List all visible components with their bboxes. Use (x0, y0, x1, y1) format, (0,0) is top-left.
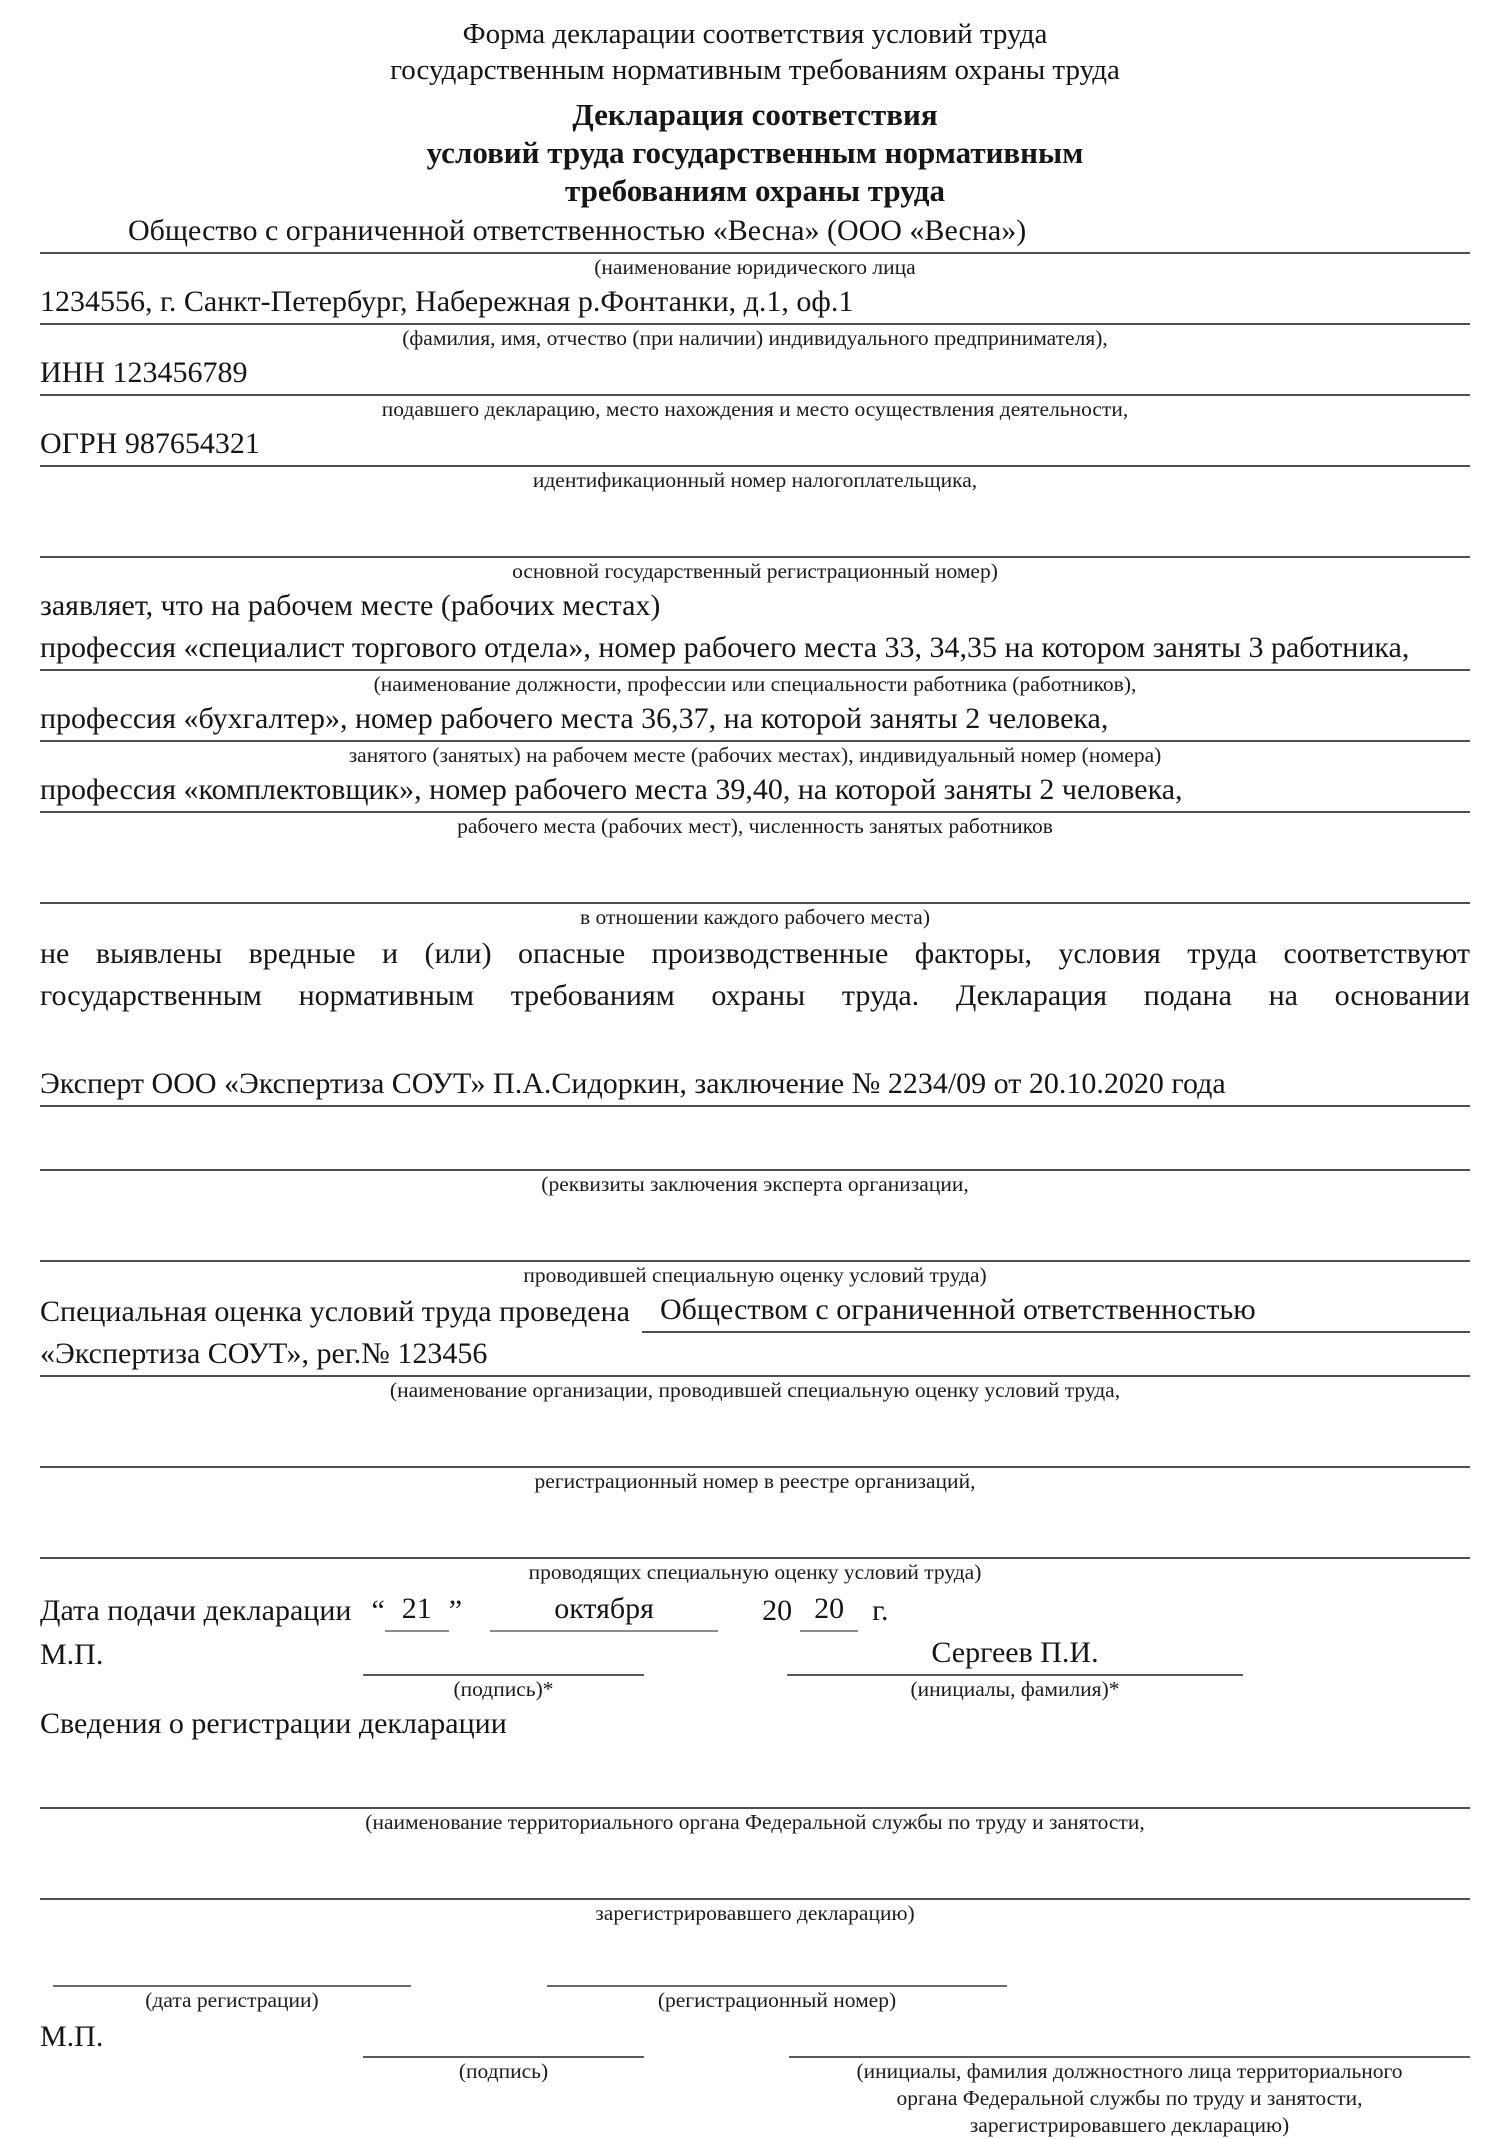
registration-date-number-hints (40, 1987, 1470, 2014)
declarant-address-hint: (фамилия, имя, отчество (при наличии) индивидуального предпринимателя), (402, 326, 1108, 350)
submission-signature-hints (40, 1676, 1470, 1703)
submission-year-field: 20 (800, 1588, 858, 1632)
spacer (40, 1927, 1470, 1945)
empty-field-workplace-4 (40, 840, 1470, 904)
registration-number-hint: (регистрационный номер) (657, 1988, 897, 2012)
workplace-row-2-hint: занятого (занятых) на рабочем месте (рабочих местах), индивидуальный номер (номера) (348, 743, 1162, 767)
workplace-row-4-hint: в отношении каждого рабочего места) (579, 905, 931, 929)
expert-conclusion-field: Эксперт ООО «Экспертиза СОУТ» П.А.Сидоркин, заключение № 2234/09 от 20.10.2020 года (40, 1063, 1470, 1107)
registration-signature-field (363, 2014, 644, 2058)
expert-hint-1: (реквизиты заключения эксперта организации, (541, 1172, 969, 1196)
sout-organization-field: Обществом с ограниченной ответственностью (642, 1289, 1470, 1333)
workplace-row-1-field: профессия «специалист торгового отдела», номер рабочего места 33, 34,35 на котором заняты 3 работника, (40, 627, 1470, 671)
workplace-row-2-field: профессия «бухгалтер», номер рабочего места 36,37, на которой заняты 2 человека, (40, 698, 1470, 742)
submission-name-hint: (инициалы, фамилия)* (910, 1677, 1120, 1701)
declarant-inn-field: ИНН 123456789 (40, 352, 1470, 396)
empty-field-expert-2 (40, 1198, 1470, 1262)
sout-hint-3: проводящих специальную оценку условий труда) (528, 1560, 982, 1584)
registration-official-hint (789, 2058, 1470, 2139)
empty-field-sout-1 (40, 1404, 1470, 1468)
registration-mp-label: М.П. (40, 2020, 104, 2053)
sout-prefix-label: Специальная оценка условий труда проведена (40, 1295, 630, 1328)
submission-date-label: Дата подачи декларации (40, 1594, 352, 1627)
registration-sign-hint: (подпись) (458, 2059, 549, 2083)
registration-official-name-field (789, 2014, 1470, 2058)
open-quote: “ (371, 1594, 385, 1627)
declarant-inn-hint: подавшего декларацию, место нахождения и место осуществления деятельности, (381, 397, 1129, 421)
sout-row (40, 1289, 1470, 1333)
submission-mp-label: М.П. (40, 1638, 104, 1671)
document-title-line-1: Декларация соответствия (572, 97, 938, 132)
registration-section-title: Сведения о регистрации декларации (40, 1707, 507, 1740)
workplace-row-3-hint: рабочего места (рабочих мест), численность занятых работников (457, 814, 1053, 838)
registration-official-hint-line-3: зарегистрировавшего декларацию) (969, 2113, 1290, 2137)
registration-date-number-row (40, 1945, 1470, 1987)
spacer (40, 1017, 1470, 1063)
empty-field-expert-1 (40, 1107, 1470, 1171)
submission-signature-field (363, 1632, 644, 1676)
declarant-name-field: Общество с ограниченной ответственностью «Весна» (ООО «Весна») (40, 210, 1470, 254)
submission-sign-hint: (подпись)* (453, 1677, 554, 1701)
submission-signer-name-field: Сергеев П.И. (787, 1632, 1243, 1676)
declarant-address-field: 1234556, г. Санкт-Петербург, Набережная р.Фонтанки, д.1, оф.1 (40, 281, 1470, 325)
workplace-row-1-hint: (наименование должности, профессии или специальности работника (работников), (373, 672, 1137, 696)
empty-field-ogrn-number (40, 494, 1470, 558)
declarant-ogrn-hint: идентификационный номер налогоплательщика, (532, 468, 978, 492)
submission-year-prefix: 20 (762, 1594, 793, 1627)
form-caption-line-1: Форма декларации соответствия условий труда (462, 18, 1048, 50)
registration-number-field (547, 1945, 1007, 1987)
submission-day-field: 21 (385, 1588, 449, 1632)
registration-date-hint: (дата регистрации) (145, 1988, 319, 2012)
declarant-ogrn-field: ОГРН 987654321 (40, 423, 1470, 467)
registration-hint-2: зарегистрировавшего декларацию) (595, 1901, 915, 1925)
empty-field-registration-authority-2 (40, 1836, 1470, 1900)
ogrn-number-hint: основной государственный регистрационный номер) (512, 559, 998, 583)
registration-official-hint-line-2: органа Федеральной службы по труду и занятости, (896, 2086, 1363, 2110)
statement-paragraph: не выявлены вредные и (или) опасные производственные факторы, условия труда соответствуют государственным нормативным требованиям охраны труда. Декларация подана на основании (40, 937, 1470, 1012)
document-title-line-3: требованиям охраны труда (565, 173, 945, 208)
document-title-line-2: условий труда государственным нормативным (426, 135, 1084, 170)
form-caption-line-2: государственным нормативным требованиям охраны труда (390, 54, 1120, 86)
sout-organization-field-line-2: «Экспертиза СОУТ», рег.№ 123456 (40, 1333, 1470, 1377)
submission-year-unit: г. (872, 1594, 889, 1627)
close-quote: ” (448, 1594, 463, 1627)
registration-signature-hints (40, 2058, 1470, 2139)
sout-hint-1: (наименование организации, проводившей специальную оценку условий труда, (389, 1378, 1121, 1402)
empty-field-registration-authority (40, 1745, 1470, 1809)
registration-official-hint-line-1: (инициалы, фамилия должностного лица территориального (856, 2059, 1403, 2083)
declarant-name-hint: (наименование юридического лица (594, 255, 916, 279)
expert-hint-2: проводившей специальную оценку условий труда) (523, 1263, 987, 1287)
document-title (40, 96, 1470, 210)
registration-hint-1: (наименование территориального органа Федеральной службы по труду и занятости, (365, 1810, 1145, 1834)
sout-hint-2: регистрационный номер в реестре организаций, (534, 1469, 976, 1493)
submission-month-field: октября (490, 1588, 718, 1632)
submission-signature-row (40, 1632, 1470, 1676)
workplaces-intro: заявляет, что на рабочем месте (рабочих местах) (40, 589, 661, 622)
submission-date-row (40, 1588, 1470, 1632)
registration-signature-row (40, 2014, 1470, 2058)
empty-field-sout-2 (40, 1495, 1470, 1559)
workplace-row-3-field: профессия «комплектовщик», номер рабочего места 39,40, на которой заняты 2 человека, (40, 769, 1470, 813)
registration-date-field (53, 1945, 411, 1987)
